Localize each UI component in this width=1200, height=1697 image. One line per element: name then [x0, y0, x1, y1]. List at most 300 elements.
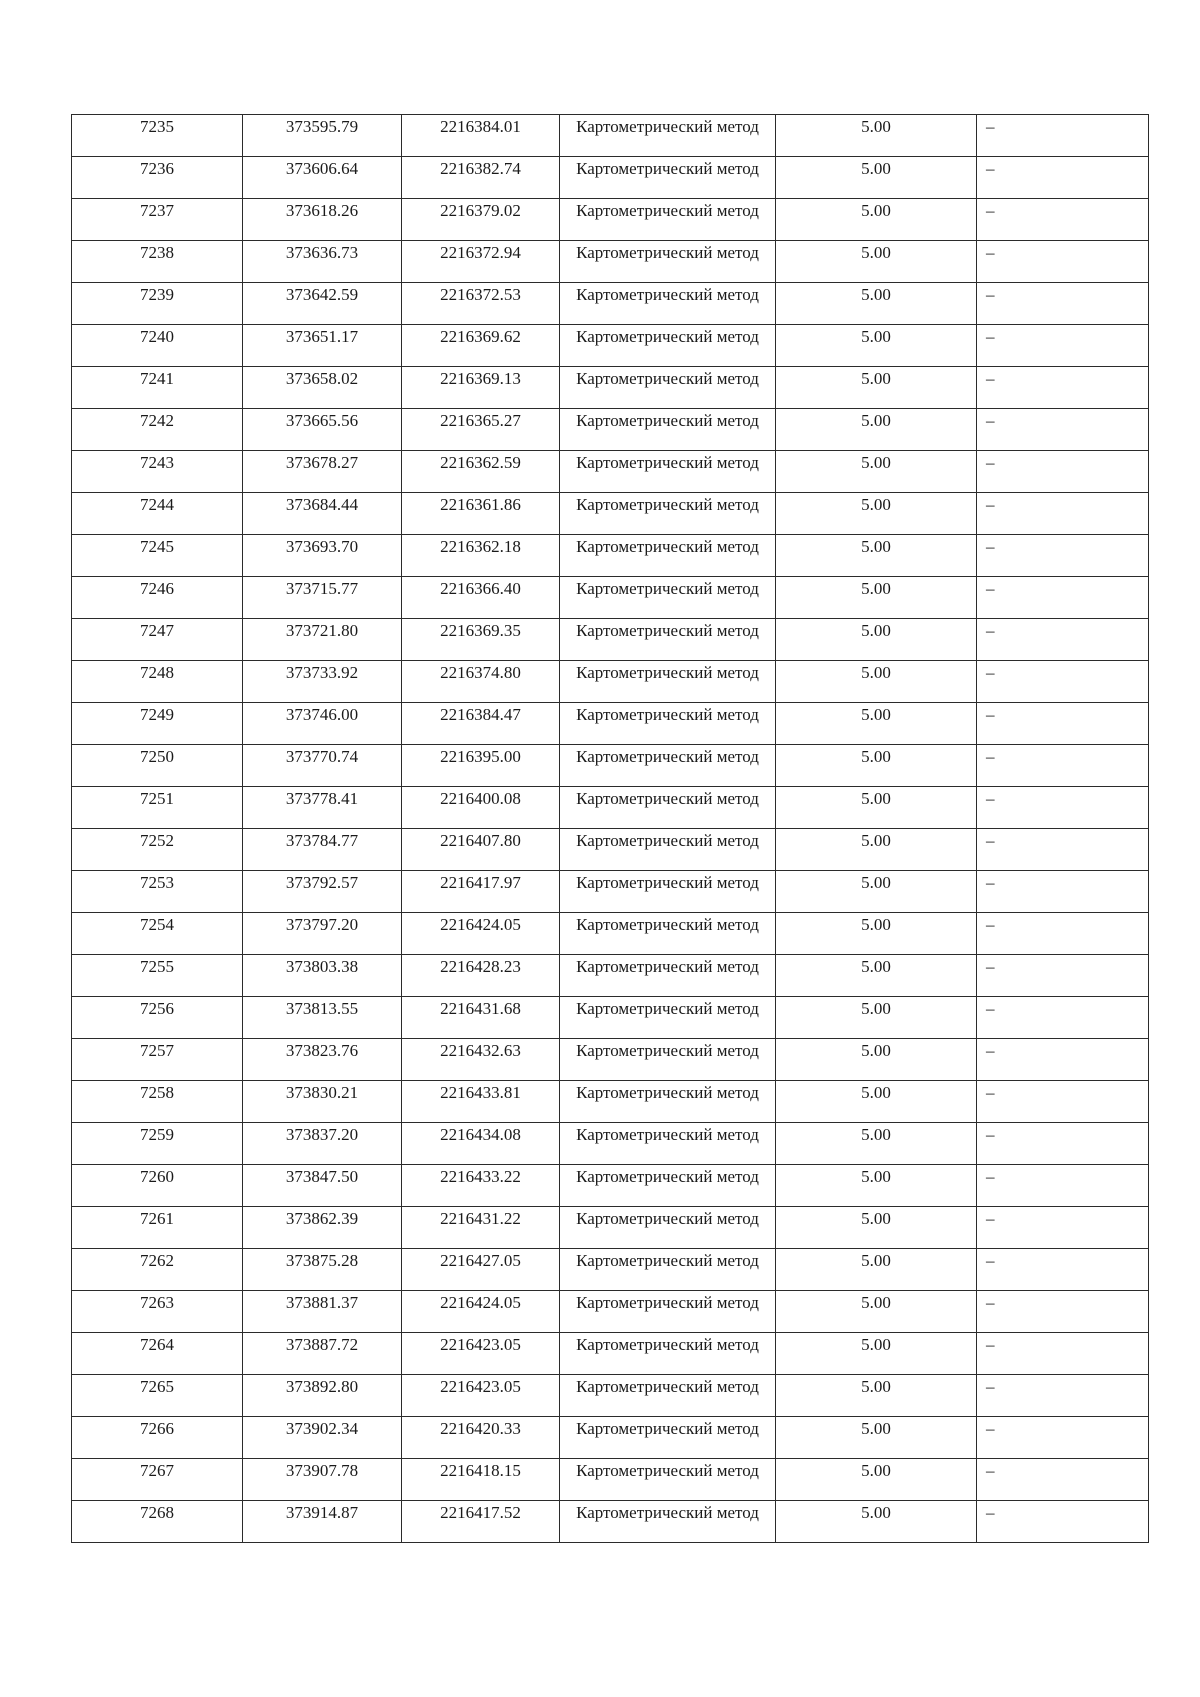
table-row: [72, 745, 1149, 787]
method-cell-text: Картометрический метод: [576, 1377, 759, 1396]
table-row: [72, 241, 1149, 283]
point-number-cell-text: 7260: [140, 1167, 174, 1186]
point-number-cell: [72, 1165, 243, 1207]
description-cell: [977, 493, 1149, 535]
table-row: [72, 1207, 1149, 1249]
point-number-cell: [72, 1249, 243, 1291]
y-coordinate-cell-text: 2216424.05: [440, 915, 521, 934]
description-cell: [977, 829, 1149, 871]
y-coordinate-cell-text: 2216372.53: [440, 285, 521, 304]
method-cell-text: Картометрический метод: [576, 873, 759, 892]
method-cell-text: Картометрический метод: [576, 537, 759, 556]
accuracy-cell: [776, 1249, 977, 1291]
method-cell: [560, 871, 776, 913]
point-number-cell-text: 7249: [140, 705, 174, 724]
description-cell-text: –: [986, 579, 995, 598]
y-coordinate-cell: [402, 535, 560, 577]
accuracy-cell-text: 5.00: [861, 1335, 891, 1354]
table-row: [72, 1291, 1149, 1333]
accuracy-cell: [776, 1123, 977, 1165]
x-coordinate-cell: [243, 913, 402, 955]
point-number-cell-text: 7254: [140, 915, 174, 934]
method-cell: [560, 1123, 776, 1165]
description-cell: [977, 661, 1149, 703]
x-coordinate-cell-text: 373746.00: [285, 705, 359, 724]
description-cell: [977, 1165, 1149, 1207]
x-coordinate-cell: [243, 493, 402, 535]
method-cell-text: Картометрический метод: [576, 201, 759, 220]
point-number-cell-text: 7235: [140, 117, 174, 136]
method-cell: [560, 745, 776, 787]
x-coordinate-cell: [243, 1039, 402, 1081]
point-number-cell-text: 7252: [140, 831, 174, 850]
description-cell: [977, 1417, 1149, 1459]
description-cell: [977, 157, 1149, 199]
method-cell-text: Картометрический метод: [576, 747, 759, 766]
accuracy-cell-text: 5.00: [861, 243, 891, 262]
table-row: [72, 787, 1149, 829]
description-cell-text: –: [986, 453, 995, 472]
table-row: [72, 1459, 1149, 1501]
point-number-cell-text: 7264: [140, 1335, 174, 1354]
description-cell: [977, 745, 1149, 787]
description-cell-text: –: [986, 1083, 995, 1102]
x-coordinate-cell: [243, 577, 402, 619]
x-coordinate-cell-text: 373606.64: [285, 159, 359, 178]
method-cell-text: Картометрический метод: [576, 411, 759, 430]
table-row: [72, 1333, 1149, 1375]
y-coordinate-cell: [402, 745, 560, 787]
method-cell-text: Картометрический метод: [576, 831, 759, 850]
method-cell-text: Картометрический метод: [576, 1125, 759, 1144]
method-cell-text: Картометрический метод: [576, 117, 759, 136]
method-cell-text: Картометрический метод: [576, 915, 759, 934]
point-number-cell: [72, 157, 243, 199]
description-cell: [977, 955, 1149, 997]
method-cell: [560, 1165, 776, 1207]
point-number-cell-text: 7261: [140, 1209, 174, 1228]
accuracy-cell-text: 5.00: [861, 1125, 891, 1144]
method-cell: [560, 1039, 776, 1081]
x-coordinate-cell-text: 373907.78: [285, 1461, 359, 1480]
method-cell: [560, 283, 776, 325]
x-coordinate-cell-text: 373778.41: [285, 789, 359, 808]
table-row: [72, 283, 1149, 325]
point-number-cell: [72, 577, 243, 619]
point-number-cell: [72, 241, 243, 283]
point-number-cell: [72, 1123, 243, 1165]
x-coordinate-cell: [243, 1207, 402, 1249]
x-coordinate-cell-text: 373881.37: [285, 1293, 359, 1312]
accuracy-cell: [776, 955, 977, 997]
y-coordinate-cell: [402, 1291, 560, 1333]
table-row: [72, 1249, 1149, 1291]
accuracy-cell: [776, 745, 977, 787]
table-row: [72, 913, 1149, 955]
y-coordinate-cell: [402, 703, 560, 745]
point-number-cell: [72, 115, 243, 157]
point-number-cell-text: 7242: [140, 411, 174, 430]
accuracy-cell: [776, 1291, 977, 1333]
x-coordinate-cell-text: 373595.79: [285, 117, 359, 136]
description-cell-text: –: [986, 873, 995, 892]
y-coordinate-cell: [402, 1207, 560, 1249]
y-coordinate-cell: [402, 157, 560, 199]
method-cell-text: Картометрический метод: [576, 495, 759, 514]
point-number-cell-text: 7245: [140, 537, 174, 556]
x-coordinate-cell-text: 373693.70: [285, 537, 359, 556]
y-coordinate-cell: [402, 787, 560, 829]
point-number-cell-text: 7266: [140, 1419, 174, 1438]
table-row: [72, 1417, 1149, 1459]
method-cell-text: Картометрический метод: [576, 369, 759, 388]
table-row: [72, 955, 1149, 997]
x-coordinate-cell-text: 373830.21: [285, 1083, 359, 1102]
accuracy-cell-text: 5.00: [861, 747, 891, 766]
description-cell-text: –: [986, 285, 995, 304]
x-coordinate-cell-text: 373823.76: [285, 1041, 359, 1060]
table-row: [72, 997, 1149, 1039]
description-cell-text: –: [986, 663, 995, 682]
table-row: [72, 577, 1149, 619]
y-coordinate-cell: [402, 1123, 560, 1165]
point-number-cell: [72, 535, 243, 577]
y-coordinate-cell-text: 2216418.15: [440, 1461, 521, 1480]
description-cell: [977, 1375, 1149, 1417]
point-number-cell-text: 7263: [140, 1293, 174, 1312]
method-cell: [560, 115, 776, 157]
accuracy-cell-text: 5.00: [861, 873, 891, 892]
y-coordinate-cell: [402, 1501, 560, 1543]
description-cell: [977, 1249, 1149, 1291]
description-cell-text: –: [986, 1461, 995, 1480]
description-cell: [977, 241, 1149, 283]
point-number-cell: [72, 661, 243, 703]
description-cell: [977, 703, 1149, 745]
method-cell-text: Картометрический метод: [576, 1461, 759, 1480]
y-coordinate-cell: [402, 1459, 560, 1501]
accuracy-cell-text: 5.00: [861, 789, 891, 808]
description-cell: [977, 199, 1149, 241]
description-cell: [977, 409, 1149, 451]
x-coordinate-cell: [243, 157, 402, 199]
x-coordinate-cell-text: 373684.44: [285, 495, 359, 514]
accuracy-cell: [776, 661, 977, 703]
accuracy-cell-text: 5.00: [861, 999, 891, 1018]
x-coordinate-cell: [243, 1375, 402, 1417]
accuracy-cell: [776, 577, 977, 619]
point-number-cell: [72, 703, 243, 745]
description-cell-text: –: [986, 705, 995, 724]
description-cell-text: –: [986, 789, 995, 808]
method-cell-text: Картометрический метод: [576, 789, 759, 808]
method-cell-text: Картометрический метод: [576, 159, 759, 178]
y-coordinate-cell: [402, 913, 560, 955]
description-cell-text: –: [986, 915, 995, 934]
y-coordinate-cell-text: 2216395.00: [440, 747, 521, 766]
description-cell-text: –: [986, 1041, 995, 1060]
description-cell-text: –: [986, 1293, 995, 1312]
point-number-cell: [72, 493, 243, 535]
y-coordinate-cell: [402, 577, 560, 619]
x-coordinate-cell-text: 373892.80: [285, 1377, 359, 1396]
y-coordinate-cell: [402, 1417, 560, 1459]
x-coordinate-cell: [243, 1123, 402, 1165]
x-coordinate-cell-text: 373642.59: [285, 285, 359, 304]
point-number-cell: [72, 745, 243, 787]
description-cell-text: –: [986, 159, 995, 178]
point-number-cell-text: 7259: [140, 1125, 174, 1144]
table-row: [72, 199, 1149, 241]
accuracy-cell: [776, 325, 977, 367]
x-coordinate-cell: [243, 661, 402, 703]
table-row: [72, 1375, 1149, 1417]
method-cell: [560, 913, 776, 955]
description-cell-text: –: [986, 201, 995, 220]
accuracy-cell-text: 5.00: [861, 369, 891, 388]
y-coordinate-cell: [402, 619, 560, 661]
x-coordinate-cell: [243, 787, 402, 829]
accuracy-cell-text: 5.00: [861, 1083, 891, 1102]
coordinates-table: [71, 114, 1149, 1543]
y-coordinate-cell-text: 2216379.02: [440, 201, 521, 220]
point-number-cell-text: 7253: [140, 873, 174, 892]
description-cell-text: –: [986, 831, 995, 850]
description-cell: [977, 1291, 1149, 1333]
point-number-cell: [72, 1501, 243, 1543]
accuracy-cell: [776, 1333, 977, 1375]
x-coordinate-cell: [243, 745, 402, 787]
table-row: [72, 1501, 1149, 1543]
description-cell: [977, 787, 1149, 829]
accuracy-cell-text: 5.00: [861, 537, 891, 556]
point-number-cell: [72, 325, 243, 367]
description-cell: [977, 1039, 1149, 1081]
point-number-cell: [72, 1333, 243, 1375]
point-number-cell-text: 7237: [140, 201, 174, 220]
point-number-cell-text: 7268: [140, 1503, 174, 1522]
point-number-cell-text: 7244: [140, 495, 174, 514]
y-coordinate-cell: [402, 325, 560, 367]
accuracy-cell-text: 5.00: [861, 1041, 891, 1060]
point-number-cell-text: 7238: [140, 243, 174, 262]
y-coordinate-cell-text: 2216433.22: [440, 1167, 521, 1186]
method-cell: [560, 493, 776, 535]
accuracy-cell: [776, 1501, 977, 1543]
accuracy-cell-text: 5.00: [861, 495, 891, 514]
method-cell-text: Картометрический метод: [576, 1293, 759, 1312]
description-cell: [977, 283, 1149, 325]
y-coordinate-cell-text: 2216374.80: [440, 663, 521, 682]
point-number-cell: [72, 871, 243, 913]
method-cell: [560, 997, 776, 1039]
method-cell: [560, 409, 776, 451]
accuracy-cell: [776, 787, 977, 829]
x-coordinate-cell-text: 373847.50: [285, 1167, 359, 1186]
point-number-cell-text: 7241: [140, 369, 174, 388]
accuracy-cell: [776, 703, 977, 745]
x-coordinate-cell-text: 373875.28: [285, 1251, 359, 1270]
point-number-cell: [72, 1375, 243, 1417]
method-cell-text: Картометрический метод: [576, 999, 759, 1018]
point-number-cell-text: 7255: [140, 957, 174, 976]
description-cell-text: –: [986, 1167, 995, 1186]
method-cell: [560, 703, 776, 745]
point-number-cell: [72, 997, 243, 1039]
x-coordinate-cell-text: 373813.55: [285, 999, 359, 1018]
x-coordinate-cell: [243, 325, 402, 367]
point-number-cell-text: 7240: [140, 327, 174, 346]
table-row: [72, 1165, 1149, 1207]
coordinates-table-body: [72, 115, 1149, 1543]
y-coordinate-cell-text: 2216369.62: [440, 327, 521, 346]
x-coordinate-cell: [243, 1501, 402, 1543]
accuracy-cell-text: 5.00: [861, 411, 891, 430]
x-coordinate-cell-text: 373797.20: [285, 915, 359, 934]
method-cell: [560, 1417, 776, 1459]
y-coordinate-cell: [402, 1039, 560, 1081]
accuracy-cell: [776, 493, 977, 535]
point-number-cell: [72, 1207, 243, 1249]
accuracy-cell-text: 5.00: [861, 201, 891, 220]
point-number-cell-text: 7236: [140, 159, 174, 178]
accuracy-cell-text: 5.00: [861, 1167, 891, 1186]
accuracy-cell: [776, 829, 977, 871]
x-coordinate-cell-text: 373651.17: [285, 327, 359, 346]
x-coordinate-cell-text: 373678.27: [285, 453, 359, 472]
y-coordinate-cell: [402, 283, 560, 325]
accuracy-cell: [776, 1081, 977, 1123]
table-row: [72, 367, 1149, 409]
method-cell-text: Картометрический метод: [576, 1335, 759, 1354]
description-cell-text: –: [986, 1377, 995, 1396]
accuracy-cell: [776, 1459, 977, 1501]
x-coordinate-cell: [243, 871, 402, 913]
y-coordinate-cell-text: 2216423.05: [440, 1377, 521, 1396]
accuracy-cell-text: 5.00: [861, 1209, 891, 1228]
method-cell-text: Картометрический метод: [576, 579, 759, 598]
description-cell: [977, 577, 1149, 619]
description-cell-text: –: [986, 1503, 995, 1522]
x-coordinate-cell-text: 373636.73: [285, 243, 359, 262]
x-coordinate-cell-text: 373721.80: [285, 621, 359, 640]
x-coordinate-cell-text: 373715.77: [285, 579, 359, 598]
method-cell-text: Картометрический метод: [576, 957, 759, 976]
point-number-cell: [72, 283, 243, 325]
accuracy-cell-text: 5.00: [861, 1461, 891, 1480]
method-cell: [560, 367, 776, 409]
description-cell: [977, 451, 1149, 493]
description-cell-text: –: [986, 999, 995, 1018]
method-cell: [560, 535, 776, 577]
table-row: [72, 1039, 1149, 1081]
description-cell: [977, 535, 1149, 577]
description-cell-text: –: [986, 411, 995, 430]
accuracy-cell-text: 5.00: [861, 117, 891, 136]
x-coordinate-cell: [243, 703, 402, 745]
method-cell-text: Картометрический метод: [576, 243, 759, 262]
accuracy-cell-text: 5.00: [861, 1419, 891, 1438]
x-coordinate-cell-text: 373618.26: [285, 201, 359, 220]
y-coordinate-cell-text: 2216361.86: [440, 495, 521, 514]
accuracy-cell: [776, 1165, 977, 1207]
method-cell: [560, 199, 776, 241]
accuracy-cell: [776, 535, 977, 577]
point-number-cell: [72, 1417, 243, 1459]
description-cell-text: –: [986, 117, 995, 136]
y-coordinate-cell-text: 2216369.35: [440, 621, 521, 640]
x-coordinate-cell-text: 373862.39: [285, 1209, 359, 1228]
y-coordinate-cell: [402, 409, 560, 451]
point-number-cell: [72, 1081, 243, 1123]
accuracy-cell-text: 5.00: [861, 1377, 891, 1396]
point-number-cell-text: 7251: [140, 789, 174, 808]
description-cell: [977, 619, 1149, 661]
point-number-cell: [72, 955, 243, 997]
y-coordinate-cell: [402, 241, 560, 283]
method-cell: [560, 325, 776, 367]
description-cell: [977, 913, 1149, 955]
x-coordinate-cell: [243, 955, 402, 997]
description-cell-text: –: [986, 621, 995, 640]
description-cell: [977, 367, 1149, 409]
x-coordinate-cell-text: 373887.72: [285, 1335, 359, 1354]
method-cell: [560, 661, 776, 703]
x-coordinate-cell: [243, 829, 402, 871]
accuracy-cell: [776, 913, 977, 955]
method-cell: [560, 451, 776, 493]
x-coordinate-cell: [243, 1081, 402, 1123]
table-row: [72, 619, 1149, 661]
table-row: [72, 409, 1149, 451]
y-coordinate-cell-text: 2216431.22: [440, 1209, 521, 1228]
point-number-cell: [72, 451, 243, 493]
table-row: [72, 157, 1149, 199]
y-coordinate-cell-text: 2216428.23: [440, 957, 521, 976]
method-cell: [560, 1501, 776, 1543]
method-cell: [560, 1249, 776, 1291]
y-coordinate-cell: [402, 115, 560, 157]
method-cell: [560, 619, 776, 661]
point-number-cell-text: 7246: [140, 579, 174, 598]
method-cell: [560, 787, 776, 829]
y-coordinate-cell-text: 2216434.08: [440, 1125, 521, 1144]
y-coordinate-cell: [402, 1165, 560, 1207]
x-coordinate-cell-text: 373665.56: [285, 411, 359, 430]
accuracy-cell: [776, 619, 977, 661]
y-coordinate-cell: [402, 871, 560, 913]
y-coordinate-cell: [402, 1081, 560, 1123]
x-coordinate-cell-text: 373792.57: [285, 873, 359, 892]
method-cell-text: Картометрический метод: [576, 1419, 759, 1438]
y-coordinate-cell: [402, 1333, 560, 1375]
description-cell: [977, 1333, 1149, 1375]
accuracy-cell: [776, 451, 977, 493]
description-cell: [977, 115, 1149, 157]
x-coordinate-cell-text: 373770.74: [285, 747, 359, 766]
accuracy-cell-text: 5.00: [861, 957, 891, 976]
y-coordinate-cell-text: 2216362.59: [440, 453, 521, 472]
accuracy-cell: [776, 199, 977, 241]
x-coordinate-cell: [243, 1291, 402, 1333]
y-coordinate-cell-text: 2216365.27: [440, 411, 521, 430]
point-number-cell-text: 7247: [140, 621, 174, 640]
y-coordinate-cell-text: 2216433.81: [440, 1083, 521, 1102]
description-cell-text: –: [986, 1335, 995, 1354]
method-cell: [560, 241, 776, 283]
description-cell: [977, 1081, 1149, 1123]
y-coordinate-cell-text: 2216362.18: [440, 537, 521, 556]
